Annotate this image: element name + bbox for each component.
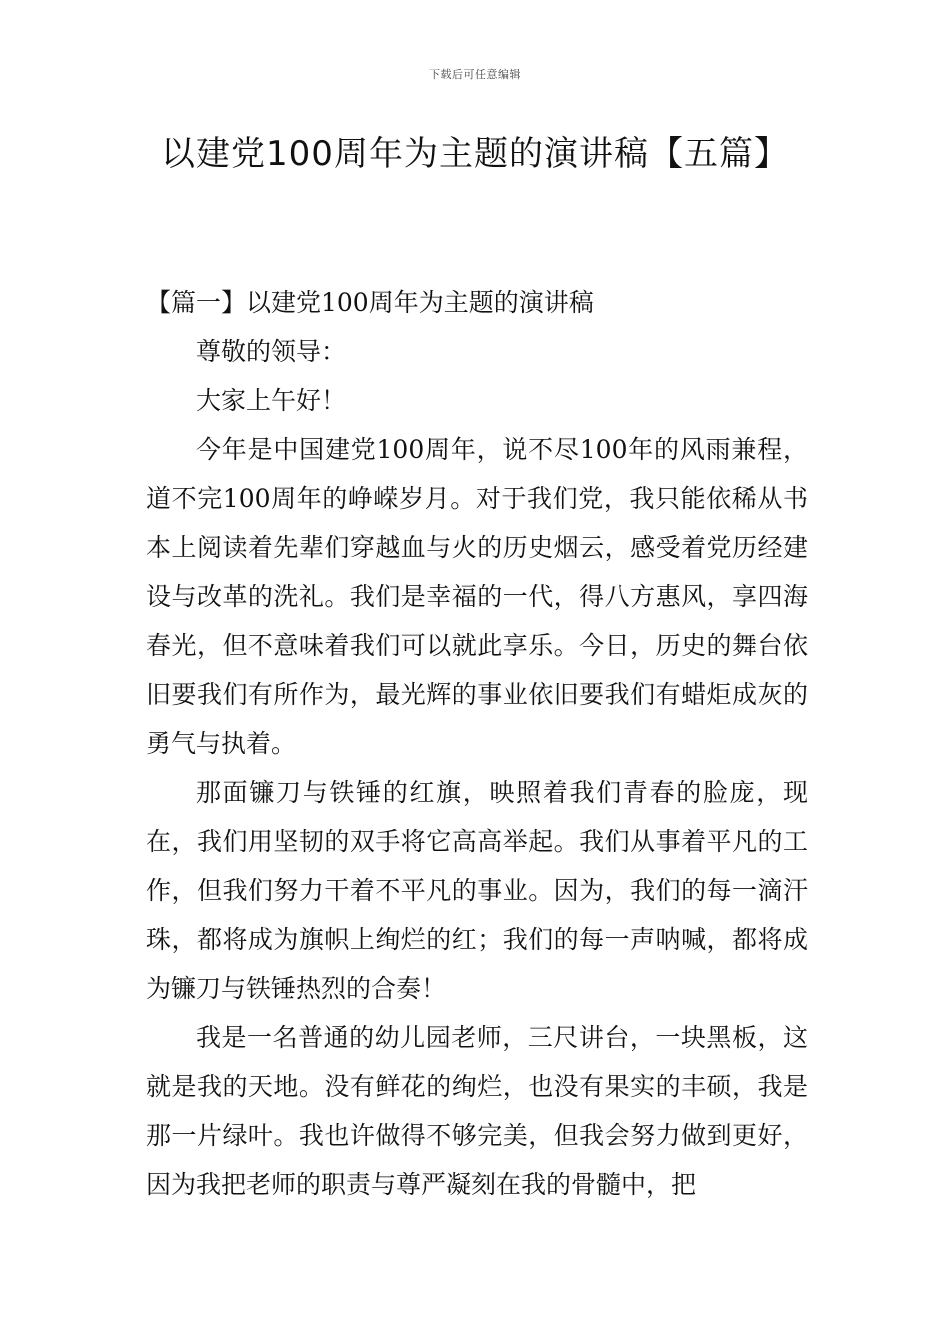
document-body xyxy=(146,278,808,1209)
paragraph: 今年是中国建党100周年，说不尽100年的风雨兼程，道不完100周年的峥嵘岁月。对于我们党，我只能依稀从书本上阅读着先辈们穿越血与火的历史烟云，感受着党历经建设与改革的洗礼。我们是幸福的一代，得八方惠风，享四海春光，但不意味着我们可以就此享乐。今日，历史的舞台依旧要我们有所作为，最光辉的事业依旧要我们有蜡炬成灰的勇气与执着。 xyxy=(146,435,808,758)
paragraph: 那面镰刀与铁锤的红旗，映照着我们青春的脸庞，现在，我们用坚韧的双手将它高高举起。我们从事着平凡的工作，但我们努力干着不平凡的事业。因为，我们的每一滴汗珠，都将成为旗帜上绚烂的红；我们的每一声呐喊，都将成为镰刀与铁锤热烈的合奏！ xyxy=(146,778,808,1003)
paragraph: 我是一名普通的幼儿园老师，三尺讲台，一块黑板，这就是我的天地。没有鲜花的绚烂，也没有果实的丰硕，我是那一片绿叶。我也许做得不够完美，但我会努力做到更好，因为我把老师的职责与尊严凝刻在我的骨髓中，把 xyxy=(146,1023,808,1199)
section-heading: 【篇一】以建党100周年为主题的演讲稿 xyxy=(146,288,594,317)
document-title: 以建党100周年为主题的演讲稿【五篇】 xyxy=(161,134,789,174)
salutation: 尊敬的领导： xyxy=(196,337,347,366)
header-note: 下载后可任意编辑 xyxy=(429,68,521,81)
greeting: 大家上午好！ xyxy=(196,386,347,415)
